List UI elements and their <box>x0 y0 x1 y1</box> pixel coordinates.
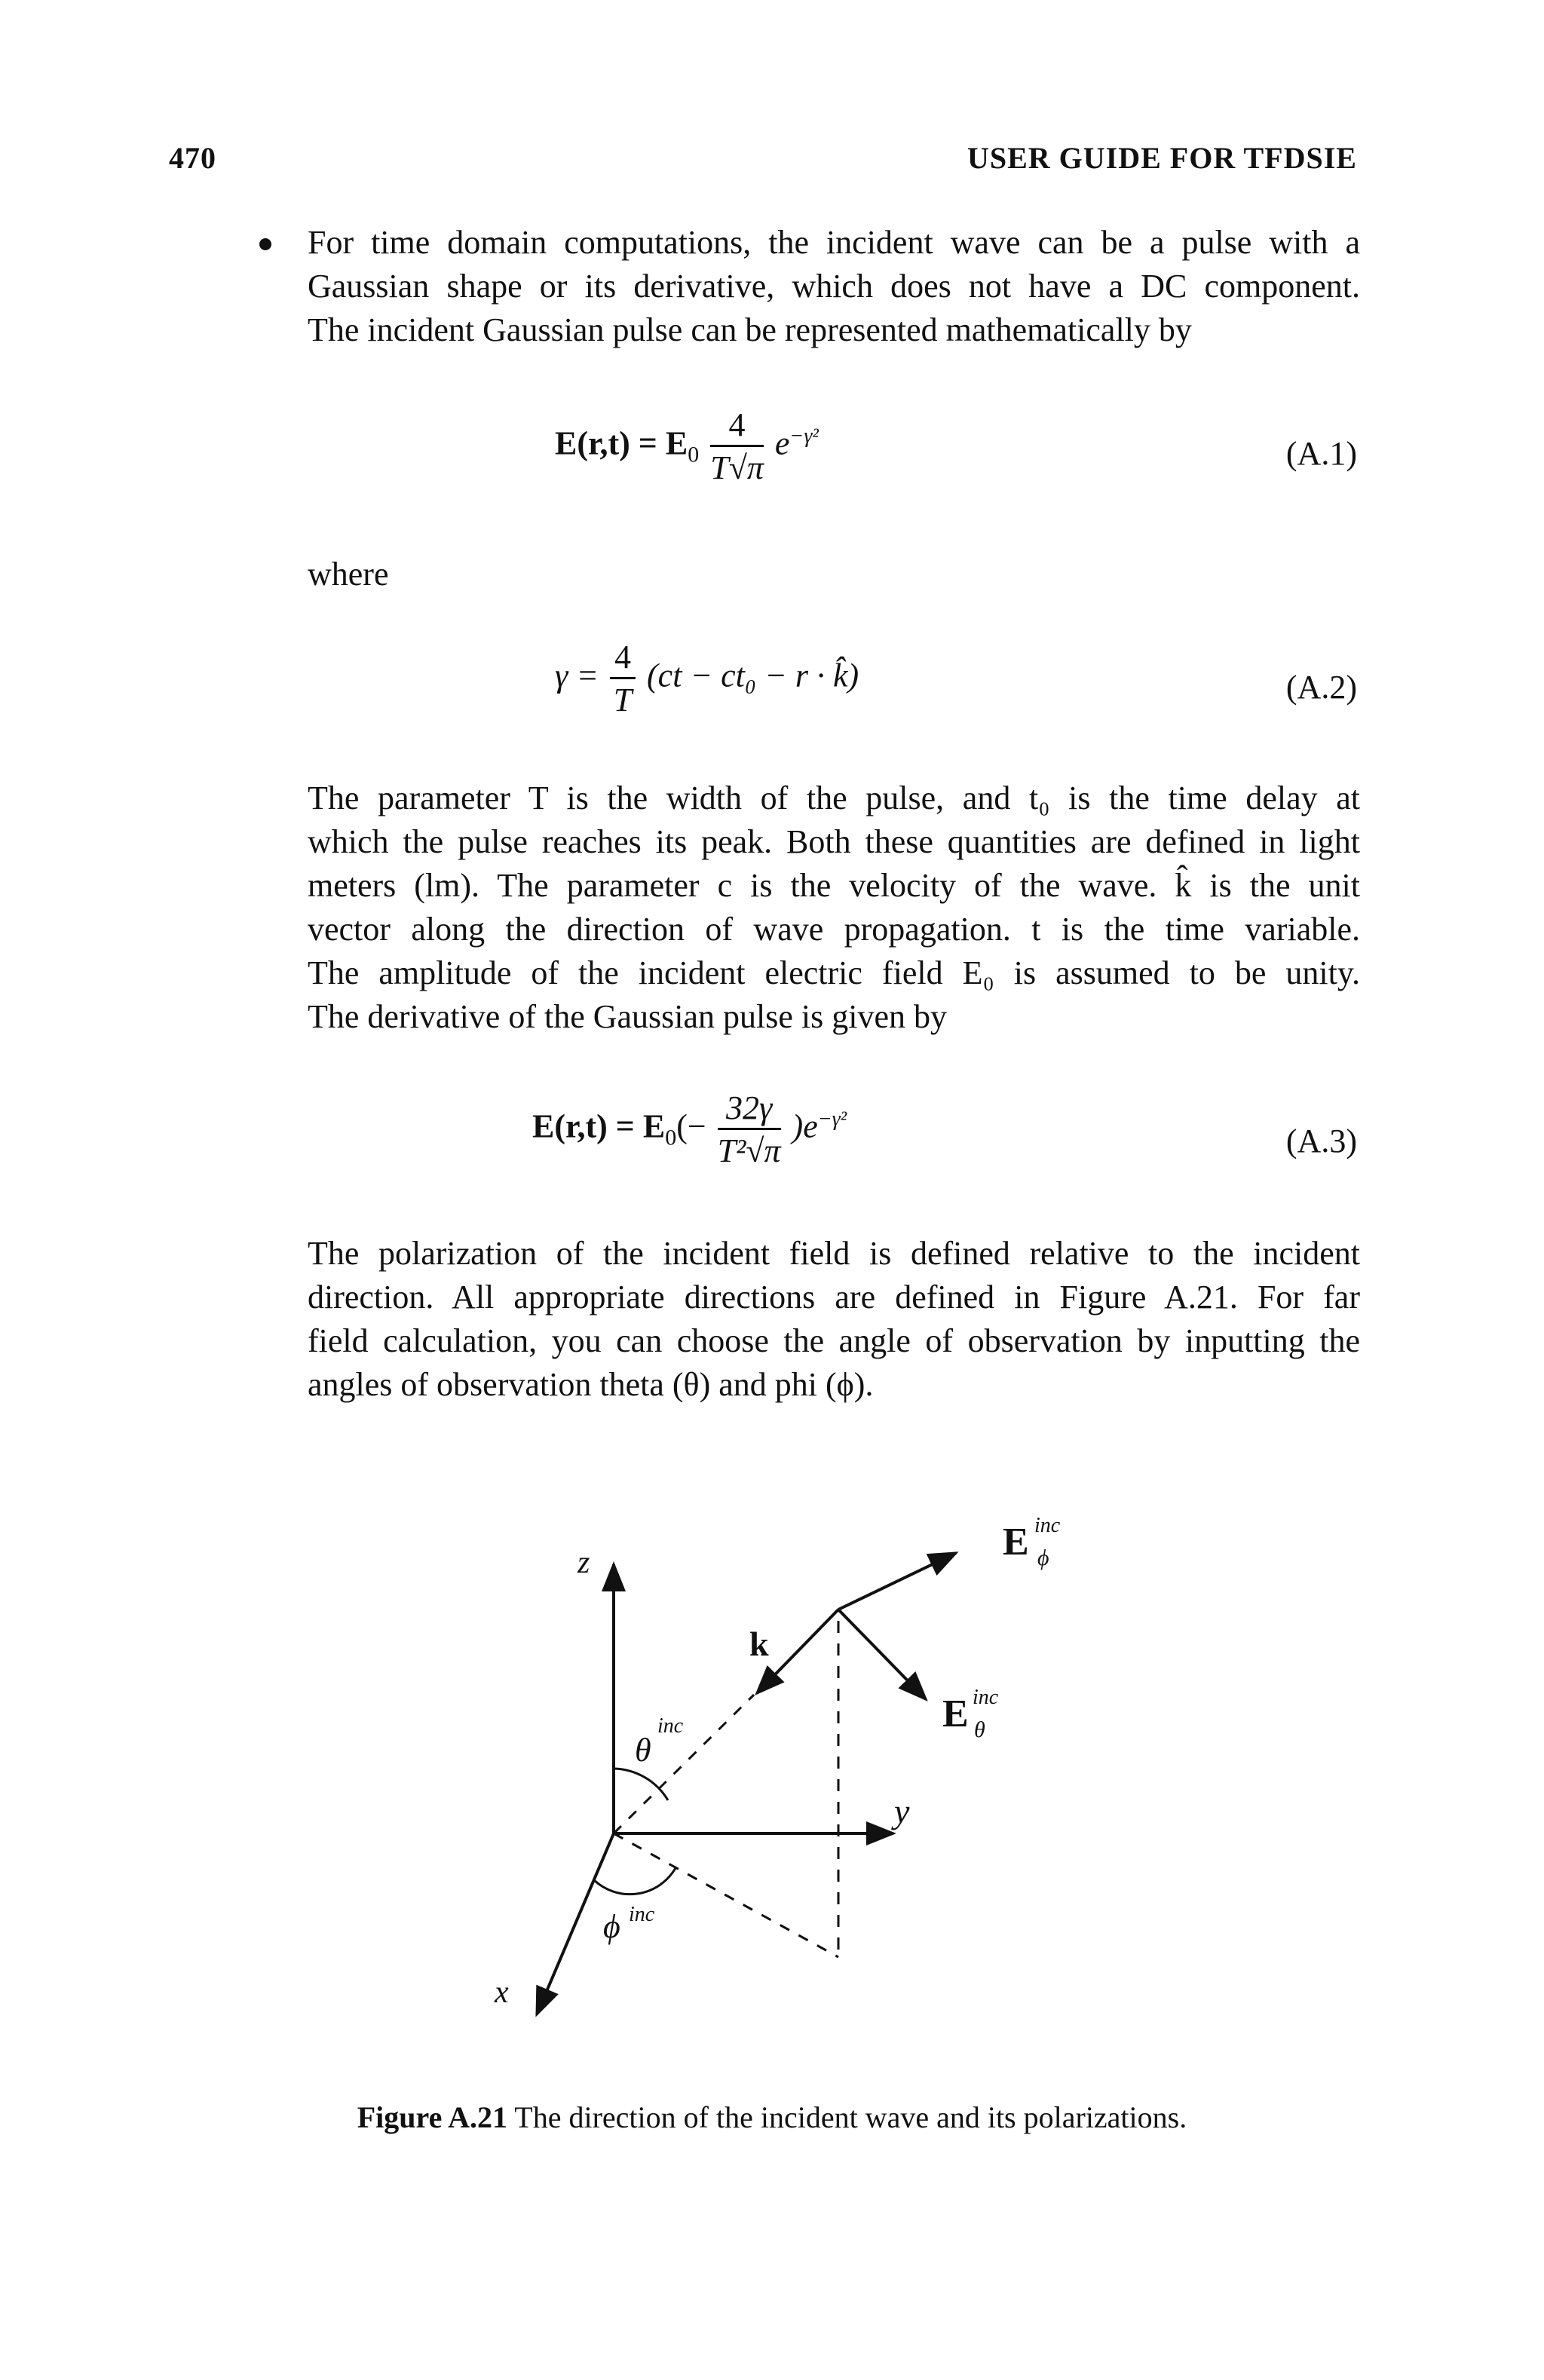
x-axis-label: x <box>495 1975 509 2010</box>
phi-label: ϕ <box>603 1908 620 1945</box>
paragraph-line: The parameter T is the width of the pulse, and t₀ is the time delay at <box>308 780 1360 816</box>
exponent: −γ² <box>789 424 819 448</box>
e-phi-sub-label: ϕ <box>1037 1545 1049 1570</box>
numerator: 32γ <box>718 1092 781 1130</box>
paragraph-line: The derivative of the Gaussian pulse is given by <box>308 998 948 1035</box>
e-phi-label: E <box>1003 1521 1029 1564</box>
numerator: 4 <box>610 641 636 679</box>
e-theta-sub-label: θ <box>974 1717 985 1742</box>
page-number: 470 <box>169 141 216 175</box>
equation-number-a3: (A.3) <box>1285 1123 1357 1159</box>
theta-label: θ <box>635 1732 651 1769</box>
phi-arc <box>594 1868 676 1895</box>
projection-ground <box>614 1833 838 1957</box>
paragraph-line: The incident Gaussian pulse can be represented mathematically by <box>308 311 1192 348</box>
figure-caption-text: The direction of the incident wave and its polarizations. <box>507 2100 1187 2134</box>
e-theta-sup-label: inc <box>973 1686 999 1709</box>
figure-caption <box>0 2100 1544 2135</box>
equation-lhs: E(r,t) = E <box>532 1107 666 1145</box>
k-vector <box>757 1610 838 1693</box>
subscript: 0 <box>688 442 700 467</box>
equation-lhs: γ = <box>555 657 599 694</box>
e-theta-vector <box>838 1610 926 1699</box>
k-label: k <box>749 1625 769 1663</box>
paragraph-line: angles of observation theta (θ) and phi (ϕ). <box>308 1366 874 1403</box>
equation-number-a1: (A.1) <box>1285 435 1357 472</box>
e-phi-sup-label: inc <box>1034 1514 1061 1537</box>
y-axis-label: y <box>894 1792 910 1830</box>
running-title: USER GUIDE FOR TFDSIE <box>967 141 1357 175</box>
equation-lhs: E(r,t) = E <box>555 424 688 462</box>
numerator: 4 <box>710 409 764 447</box>
paragraph-line: meters (lm). The parameter c is the velocity of the wave. k̂ is the unit <box>308 867 1360 904</box>
z-axis-label: z <box>577 1545 590 1580</box>
phi-sup-label: inc <box>629 1903 655 1926</box>
theta-arc <box>614 1769 668 1800</box>
x-axis <box>537 1833 614 2014</box>
paragraph-line: vector along the direction of wave propagation. t is the time variable. <box>308 911 1360 948</box>
close-paren: )e <box>792 1107 818 1145</box>
theta-sup-label: inc <box>657 1714 684 1738</box>
paragraph-line: which the pulse reaches its peak. Both these quantities are defined in light <box>308 823 1360 860</box>
paragraph-line: The amplitude of the incident electric field E₀ is assumed to be unity. <box>308 954 1360 991</box>
exp-base: e <box>774 424 790 462</box>
paragraph-line: direction. All appropriate directions are defined in Figure A.21. For far <box>308 1279 1360 1316</box>
paragraph-line: The polarization of the incident field is defined relative to the incident <box>308 1235 1360 1272</box>
where-label: where <box>308 556 389 593</box>
denominator: T√π <box>710 449 764 486</box>
e-phi-vector <box>838 1553 956 1610</box>
equation-rhs: (ct − ct₀ − r · k̂) <box>647 657 859 694</box>
paragraph-line: For time domain computations, the incident wave can be a pulse with a <box>308 224 1360 261</box>
exponent: −γ² <box>817 1107 847 1131</box>
figure-caption-label: Figure A.21 <box>357 2100 508 2134</box>
equation-number-a2: (A.2) <box>1285 669 1357 706</box>
denominator: T²√π <box>717 1132 781 1169</box>
paragraph-line: field calculation, you can choose the angle of observation by inputting the <box>308 1322 1360 1359</box>
subscript: 0 <box>665 1125 677 1150</box>
e-theta-label: E <box>942 1692 969 1735</box>
paragraph-line: Gaussian shape or its derivative, which does not have a DC component. <box>308 268 1360 305</box>
open-paren: (− <box>676 1107 706 1145</box>
denominator: T <box>613 682 633 718</box>
